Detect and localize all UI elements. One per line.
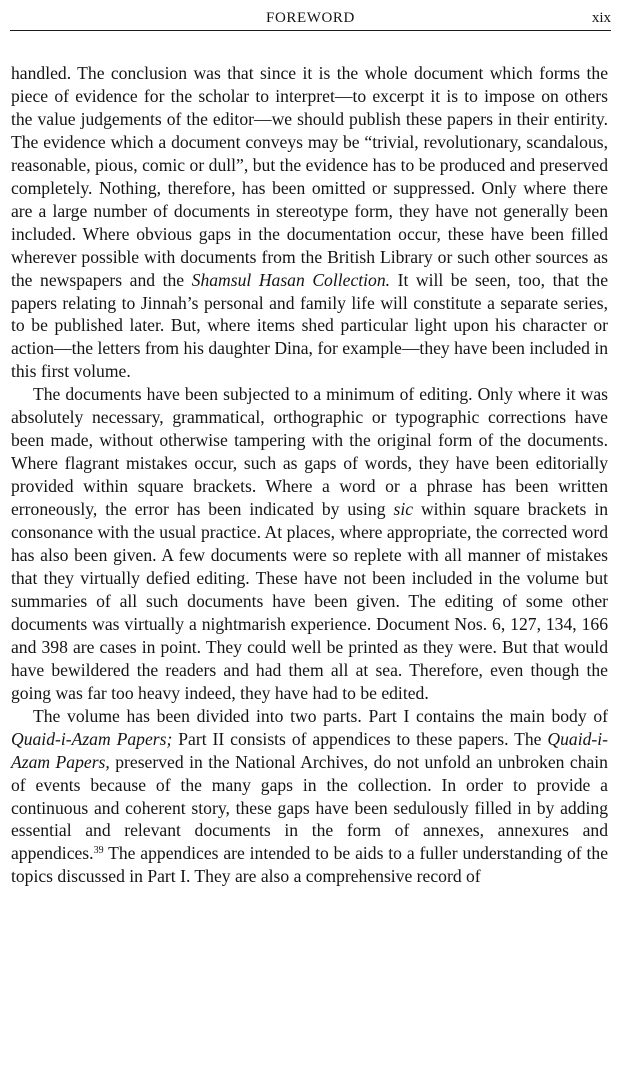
text-run: The volume has been divided into two parts. Part I contains the main body of: [33, 705, 608, 726]
italic-text: sic: [393, 499, 414, 520]
running-header: [10, 8, 611, 31]
italic-text: Shamsul Hasan Collection.: [191, 269, 391, 290]
italic-text: Quaid-i-Azam Papers;: [11, 728, 173, 749]
text-run: The appendices are intended to be aids to a fuller understanding of the topics discussed in Part I. They are also a comprehensive record of: [11, 843, 608, 887]
text-run: It will be seen, too, that the papers relating to Jinnah’s personal and family life will constitute a separate series, to be published later. But, where items shed particular light upon his character or action—the letters from his daughter Dina, for example—they have been included in this first volume.: [11, 269, 609, 382]
italic-text: Quaid-i-Azam Papers,: [11, 728, 608, 772]
running-title: FOREWORD: [266, 10, 355, 26]
paragraph: [11, 705, 608, 889]
page-number: xix: [591, 10, 611, 26]
footnote-reference: 39: [93, 845, 104, 857]
text-run: The documents have been subjected to a minimum of editing. Only where it was absolutely necessary, grammatical, orthographic or typographic corrections have been made, without otherwise tampering with the original form of the documents. Where flagrant mistakes occur, such as gaps of words, they have been editorially provided within square brackets. Where a word or a phrase has been written erroneously, the error has been indicated by using: [11, 384, 608, 520]
paragraph: [11, 62, 608, 383]
text-run: within square brackets in consonance with the usual practice. At places, where appropriate, the corrected word has also been given. A few documents were so replete with all manner of mistakes that they virtually defied editing. These have not been included in the volume but summaries of all such documents have been given. The editing of some other documents was virtually a nightmarish experience. Document Nos. 6, 127, 134, 166 and 398 are cases in point. They could well be printed as they were. But that would have bewildered the readers and had them all at sea. Therefore, even though the going was far too heavy indeed, they have had to be edited.: [11, 499, 608, 703]
body-text: [11, 62, 608, 888]
text-run: Part II consists of appendices to these papers. The: [172, 728, 548, 749]
paragraph: [11, 383, 608, 704]
text-run: preserved in the National Archives, do not unfold an unbroken chain of events because of the many gaps in the collection. In order to provide a continuous and coherent story, these gaps have been sedulously filled in by adding essential and relevant documents in the form of annexes, annexures and appendices.: [11, 751, 608, 864]
text-run: handled. The conclusion was that since it is the whole document which forms the piece of evidence for the scholar to interpret—to excerpt it is to impose on others the value judgements of the editor—we should publish these papers in their entirity. The evidence which a document conveys may be “trivial, revolutionary, scandalous, reasonable, pious, comic or dull”, but the evidence has to be produced and preserved completely. Nothing, therefore, has been omitted or suppressed. Only where there are a large number of documents in stereotype form, they have not generally been included. Where obvious gaps in the documentation occur, these have been filled wherever possible with documents from the British Library or such other sources as the newspapers and the: [11, 63, 608, 290]
